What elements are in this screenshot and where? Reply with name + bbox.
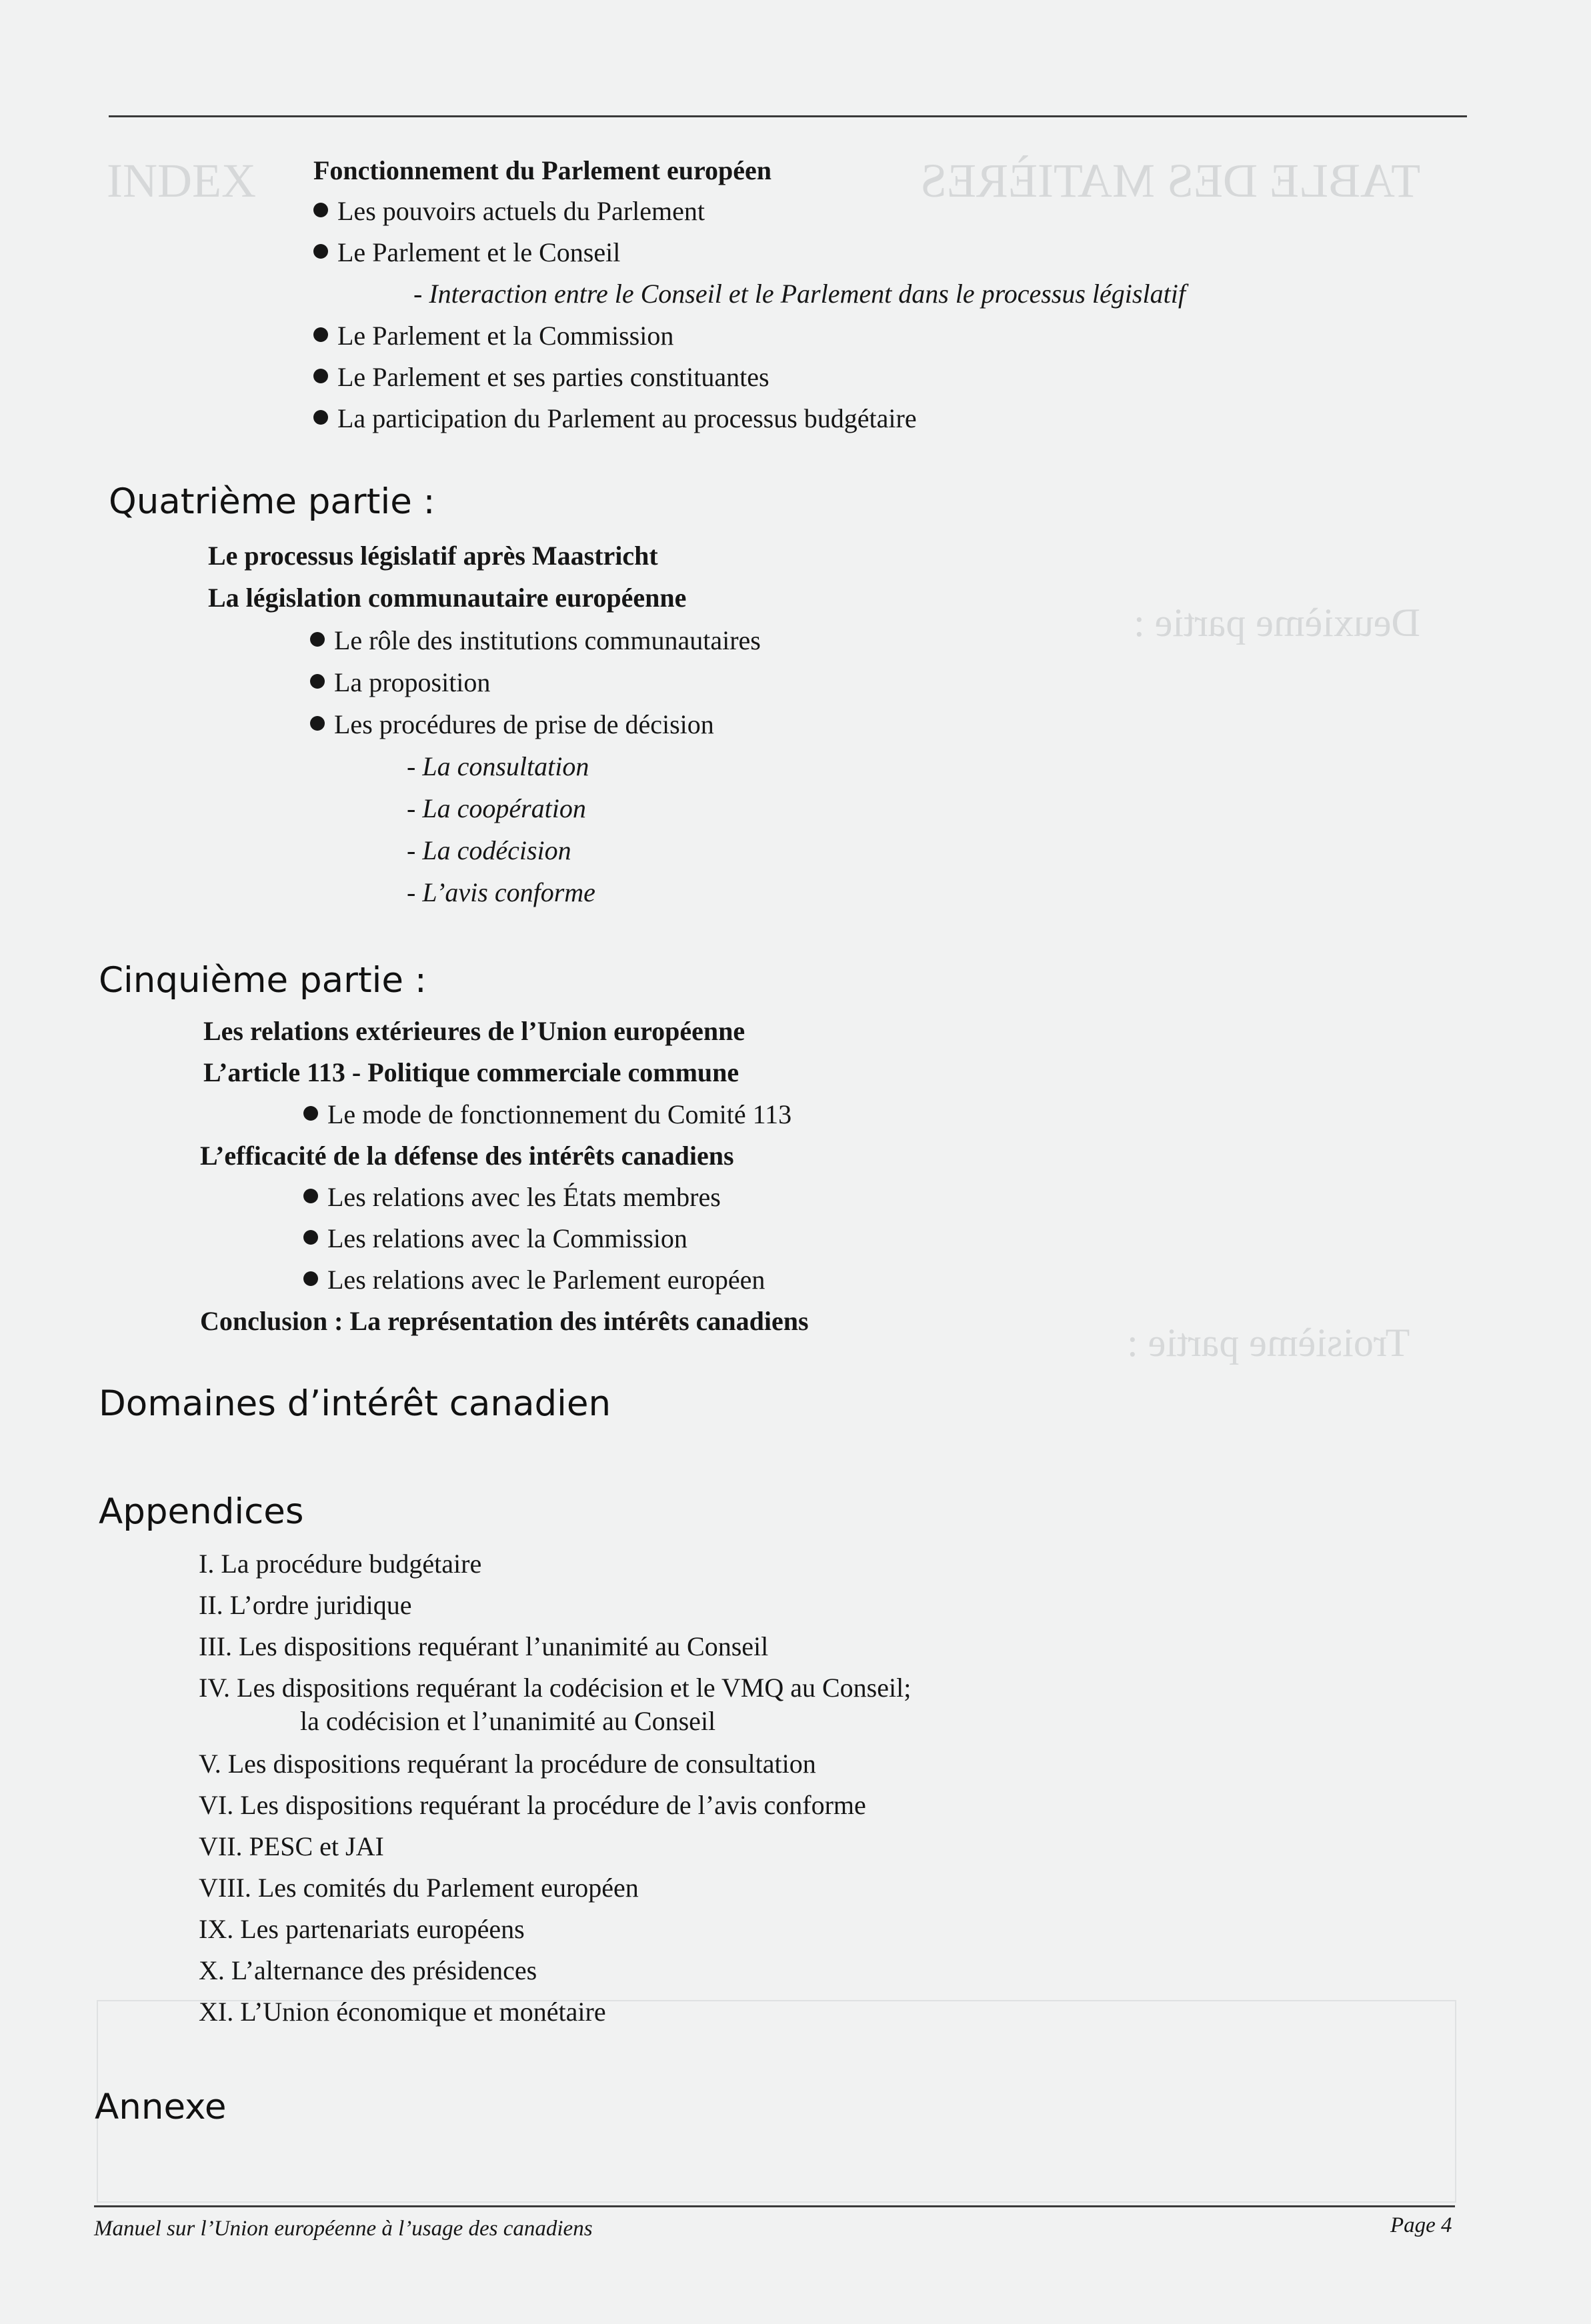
bullet-icon bbox=[303, 1271, 318, 1286]
conclusion: Conclusion : La représentation des intérêts canadiens bbox=[200, 1306, 809, 1336]
list-item: La proposition bbox=[310, 667, 490, 698]
procedure-item: - La consultation bbox=[407, 751, 589, 781]
appendix-item: I. La procédure budgétaire bbox=[199, 1549, 482, 1579]
procedure-item: - La codécision bbox=[407, 835, 571, 865]
part-heading: Annexe bbox=[95, 2087, 227, 2127]
section-title: Les relations extérieures de l’Union européenne bbox=[203, 1016, 745, 1046]
list-item: Les pouvoirs actuels du Parlement bbox=[313, 195, 705, 227]
bullet-icon bbox=[303, 1230, 318, 1245]
bullet-icon bbox=[303, 1189, 318, 1203]
bullet-icon bbox=[313, 369, 328, 383]
bleed-through-box bbox=[97, 2000, 1456, 2203]
appendix-item: VII. PESC et JAI bbox=[199, 1831, 384, 1861]
appendix-item: II. L’ordre juridique bbox=[199, 1590, 412, 1620]
list-item: Les relations avec les États membres bbox=[303, 1181, 721, 1213]
appendix-item-continuation: la codécision et l’unanimité au Conseil bbox=[300, 1706, 716, 1736]
sub-item: - Interaction entre le Conseil et le Parlement dans le processus législatif bbox=[413, 279, 1186, 309]
bullet-icon bbox=[313, 327, 328, 342]
section-title: L’efficacité de la défense des intérêts canadiens bbox=[200, 1141, 734, 1171]
list-item: La participation du Parlement au processus budgétaire bbox=[313, 403, 917, 434]
bleed-through-index: INDEX bbox=[107, 154, 256, 207]
list-item: Le mode de fonctionnement du Comité 113 bbox=[303, 1099, 791, 1130]
section-title: Le processus législatif après Maastricht bbox=[208, 541, 658, 571]
section-title: L’article 113 - Politique commerciale commune bbox=[203, 1057, 739, 1087]
bullet-icon bbox=[310, 716, 325, 731]
bleed-through-part: Troisième partie : bbox=[1127, 1321, 1410, 1365]
bullet-icon bbox=[313, 203, 328, 217]
appendix-item: X. L’alternance des présidences bbox=[199, 1955, 537, 1985]
appendix-item: IX. Les partenariats européens bbox=[199, 1914, 525, 1944]
footer-title: Manuel sur l’Union européenne à l’usage des canadiens bbox=[94, 2217, 593, 2241]
list-item: Le Parlement et le Conseil bbox=[313, 237, 620, 268]
part-heading: Cinquième partie : bbox=[99, 960, 427, 1001]
list-item: Le Parlement et la Commission bbox=[313, 320, 673, 351]
procedure-item: - L’avis conforme bbox=[407, 877, 595, 907]
top-rule bbox=[109, 115, 1467, 117]
appendix-item: XI. L’Union économique et monétaire bbox=[199, 1997, 606, 2027]
appendix-item: III. Les dispositions requérant l’unanimité au Conseil bbox=[199, 1631, 769, 1661]
list-item: Le Parlement et ses parties constituantes bbox=[313, 361, 769, 393]
bullet-icon bbox=[303, 1106, 318, 1121]
section-title: La législation communautaire européenne bbox=[208, 583, 687, 613]
bullet-icon bbox=[310, 632, 325, 647]
bleed-through-title: TABLE DES MATIÈRES bbox=[920, 154, 1421, 207]
part-heading: Appendices bbox=[99, 1491, 304, 1532]
page-number: Page 4 bbox=[1390, 2213, 1452, 2237]
list-item: Les relations avec le Parlement européen bbox=[303, 1264, 765, 1295]
appendix-item: IV. Les dispositions requérant la codécision et le VMQ au Conseil; bbox=[199, 1673, 912, 1703]
list-item: Les relations avec la Commission bbox=[303, 1223, 687, 1254]
list-item: Le rôle des institutions communautaires bbox=[310, 625, 761, 656]
bullet-icon bbox=[313, 410, 328, 425]
appendix-item: VI. Les dispositions requérant la procédure de l’avis conforme bbox=[199, 1790, 866, 1820]
appendix-item: V. Les dispositions requérant la procédure de consultation bbox=[199, 1749, 816, 1779]
list-item: Les procédures de prise de décision bbox=[310, 709, 714, 740]
procedure-item: - La coopération bbox=[407, 793, 586, 823]
section-title: Fonctionnement du Parlement européen bbox=[313, 155, 771, 185]
bullet-icon bbox=[310, 674, 325, 689]
part-heading: Quatrième partie : bbox=[109, 481, 435, 522]
bleed-through-part: Deuxième partie : bbox=[1134, 601, 1420, 645]
bullet-icon bbox=[313, 244, 328, 259]
part-heading: Domaines d’intérêt canadien bbox=[99, 1383, 611, 1424]
appendix-item: VIII. Les comités du Parlement européen bbox=[199, 1873, 639, 1903]
bottom-rule bbox=[94, 2205, 1455, 2207]
